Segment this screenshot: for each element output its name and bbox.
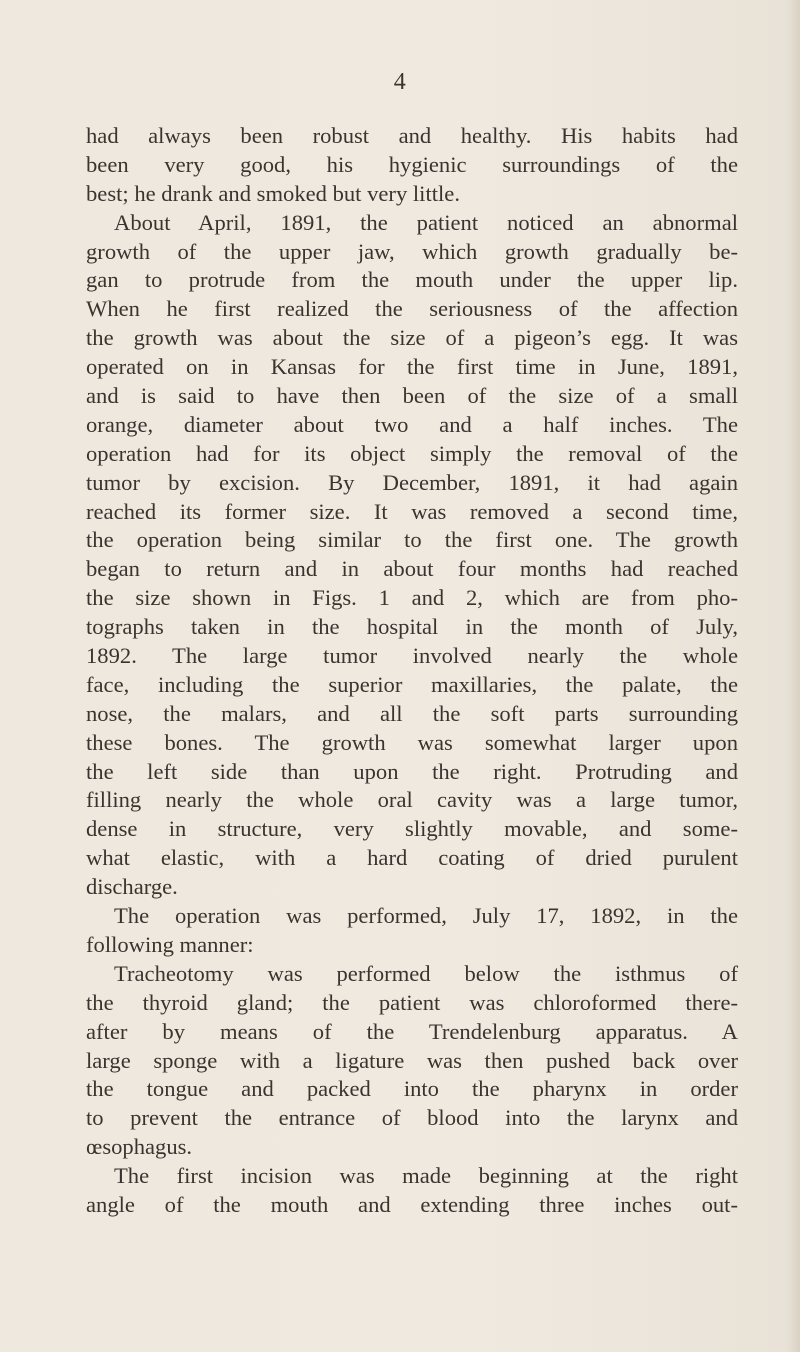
text-line: the thyroid gland; the patient was chloroformed there- xyxy=(86,989,738,1015)
text-line: to prevent the entrance of blood into the larynx and xyxy=(86,1105,738,1131)
text-line: When he first realized the seriousness of the affection xyxy=(86,296,738,322)
text-line: nose, the malars, and all the soft parts surrounding xyxy=(86,700,738,726)
text-line: operated on in Kansas for the first time in June, 1891, xyxy=(86,354,738,380)
text-line: what elastic, with a hard coating of dried purulent xyxy=(86,845,738,871)
text-line: operation had for its object simply the removal of the xyxy=(86,440,738,466)
text-line: and is said to have then been of the size of a small xyxy=(86,383,738,409)
page-edge-shadow xyxy=(786,0,800,1352)
text-line: œsophagus. xyxy=(86,1134,193,1160)
text-line: growth of the upper jaw, which growth gradually be- xyxy=(86,238,738,264)
body-text xyxy=(86,122,738,1220)
text-line: after by means of the Trendelenburg apparatus. A xyxy=(86,1018,738,1044)
text-line: the tongue and packed into the pharynx in order xyxy=(86,1076,738,1102)
text-line: been very good, his hygienic surroundings of the xyxy=(86,151,738,177)
text-line: 1892. The large tumor involved nearly the whole xyxy=(86,643,738,669)
text-line: the growth was about the size of a pigeon’s egg. It was xyxy=(86,325,738,351)
text-line: the size shown in Figs. 1 and 2, which are from pho- xyxy=(86,585,738,611)
text-line: tographs taken in the hospital in the month of July, xyxy=(86,614,738,640)
text-line: tumor by excision. By December, 1891, it had again xyxy=(86,469,738,495)
text-line: face, including the superior maxillaries, the palate, the xyxy=(86,671,738,697)
text-line: following manner: xyxy=(86,931,254,957)
text-line: these bones. The growth was somewhat larger upon xyxy=(86,729,738,755)
text-line: best; he drank and smoked but very little. xyxy=(86,180,460,206)
text-line: orange, diameter about two and a half inches. The xyxy=(86,411,738,437)
text-line: discharge. xyxy=(86,874,178,900)
text-line: Tracheotomy was performed below the isthmus of xyxy=(114,960,738,986)
text-line: gan to protrude from the mouth under the upper lip. xyxy=(86,267,738,293)
text-line: dense in structure, very slightly movable, and some- xyxy=(86,816,738,842)
text-line: angle of the mouth and extending three inches out- xyxy=(86,1191,738,1217)
text-line: The first incision was made beginning at the right xyxy=(114,1163,738,1189)
text-line: large sponge with a ligature was then pushed back over xyxy=(86,1047,738,1073)
text-line: About April, 1891, the patient noticed an abnormal xyxy=(114,209,738,235)
text-line: filling nearly the whole oral cavity was a large tumor, xyxy=(86,787,738,813)
text-line: The operation was performed, July 17, 1892, in the xyxy=(114,903,738,929)
text-line: had always been robust and healthy. His habits had xyxy=(86,123,738,148)
text-line: began to return and in about four months had reached xyxy=(86,556,738,582)
text-line: the left side than upon the right. Protruding and xyxy=(86,758,738,784)
text-line: the operation being similar to the first one. The growth xyxy=(86,527,738,553)
page-number: 4 xyxy=(393,69,407,95)
text-line: reached its former size. It was removed a second time, xyxy=(86,498,738,524)
